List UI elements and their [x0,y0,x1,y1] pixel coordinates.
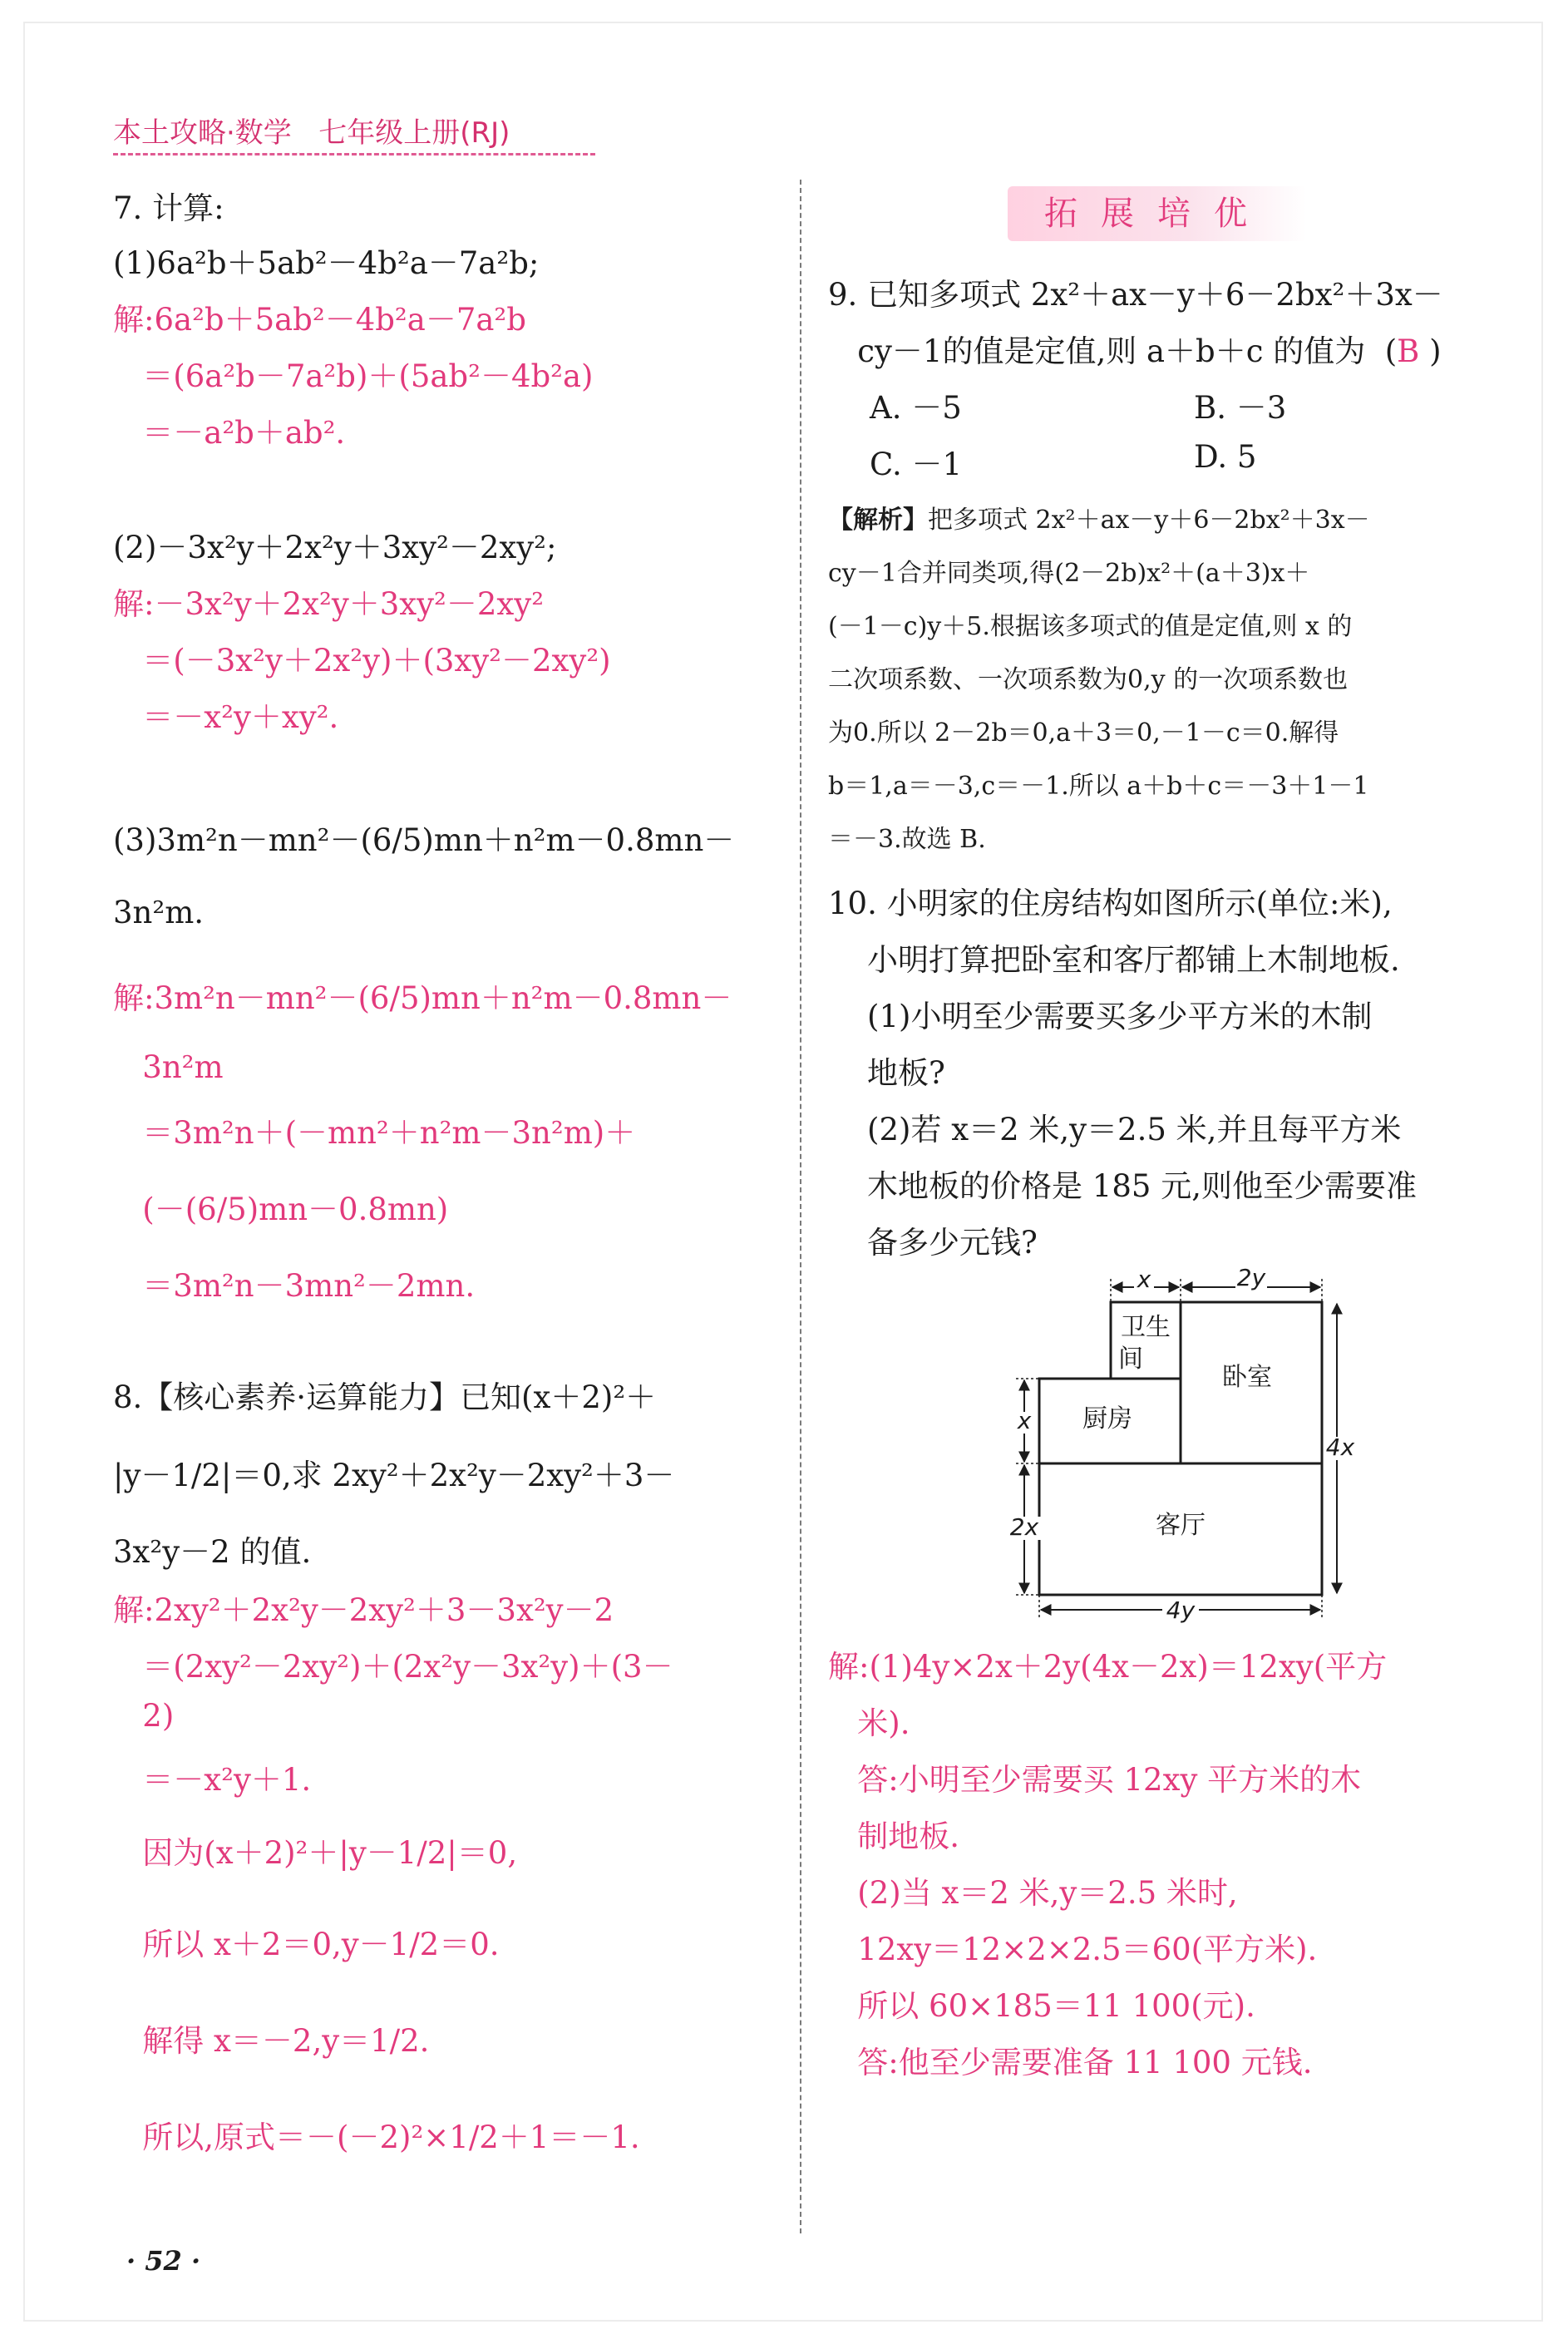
q10-question-2: 小明打算把卧室和客厅都铺上木制地板. [828,942,1400,978]
q7-part3-solution-2: 3n²m [113,1049,224,1085]
q10-question-1: 10. 小明家的住房结构如图所示(单位:米), [828,886,1393,921]
floor-plan-diagram [998,1261,1363,1626]
q10-solution-3: 答:小明至少需要买 12xy 平方米的木 [828,1762,1362,1798]
q9-question-2-text: cy－1的值是定值,则 a＋b＋c 的值为 ( [828,333,1398,369]
q9-question-1: 9. 已知多项式 2x²＋ax－y＋6－2bx²＋3x－ [828,277,1443,313]
bathroom-label-2: 间 [1118,1345,1143,1374]
page-number: · 52 · [126,2245,201,2277]
q10-solution-8: 答:他至少需要准备 11 100 元钱. [828,2045,1313,2080]
q7-part2-solution-1: 解:－3x²y＋2x²y＋3xy²－2xy² [113,586,545,622]
q7-title: 7. 计算: [113,190,224,226]
q8-solution-3: 2) [113,1698,175,1734]
q10-question-6: 木地板的价格是 185 元,则他至少需要准 [828,1168,1417,1204]
q10-solution-6: 12xy＝12×2×2.5＝60(平方米). [828,1932,1318,1967]
header-title: 本土攻略·数学 七年级上册(RJ) [113,116,510,150]
kitchen-label: 厨房 [1082,1404,1132,1434]
dim-2y-top: 2y [1236,1264,1266,1291]
q7-part3-solution-3: ＝3m²n＋(－mn²＋n²m－3n²m)＋ [113,1115,636,1151]
q9-answer: B [1397,333,1420,369]
q7-part3-solution-5: ＝3m²n－3mn²－2mn. [113,1268,476,1304]
dim-x-top: x [1137,1266,1151,1293]
q10-question-3: (1)小明至少需要买多少平方米的木制 [828,999,1373,1034]
q8-solution-6: 所以 x＋2＝0,y－1/2＝0. [113,1927,500,1962]
q8-solution-7: 解得 x＝－2,y＝1/2. [113,2023,430,2059]
q10-solution-4: 制地板. [828,1818,960,1854]
q9-analysis-7: ＝－3.故选 B. [828,825,986,854]
q7-part2-solution-3: ＝－x²y＋xy². [113,699,339,735]
q9-analysis-1 [828,496,1370,545]
q9-analysis-5: 为0.所以 2－2b＝0,a＋3＝0,－1－c＝0.解得 [828,718,1339,748]
q10-solution-5: (2)当 x＝2 米,y＝2.5 米时, [828,1875,1238,1911]
q9-option-a: A. －5 [870,390,962,426]
header-underline [113,153,595,155]
q7-part3-question-1: (3)3m²n－mn²－(6/5)mn＋n²m－0.8mn－ [113,822,735,858]
dim-4x-right: 4x [1325,1434,1355,1461]
q8-solution-4: ＝－x²y＋1. [113,1762,312,1798]
q9-analysis-3: (－1－c)y＋5.根据该多项式的值是定值,则 x 的 [828,612,1353,641]
bedroom-label: 卧室 [1222,1363,1272,1392]
living-room-label: 客厅 [1156,1511,1206,1540]
q7-part3-question-2: 3n²m. [113,895,205,930]
q7-part1-solution-1: 解:6a²b＋5ab²－4b²a－7a²b [113,302,526,338]
q10-solution-2: 米). [828,1705,910,1741]
q9-analysis-text-1: 把多项式 2x²＋ax－y＋6－2bx²＋3x－ [928,506,1370,535]
q8-solution-8: 所以,原式＝－(－2)²×1/2＋1＝－1. [113,2119,640,2155]
q9-question-close: ) [1419,333,1442,369]
q10-question-7: 备多少元钱? [828,1225,1038,1261]
dim-2x-left: 2x [1009,1513,1039,1541]
column-divider [800,180,801,2233]
section-title-banner: 拓展培优 [1008,186,1307,241]
q9-option-b: B. －3 [1194,390,1287,426]
q8-question-3: 3x²y－2 的值. [113,1534,312,1570]
running-header [113,110,595,160]
q8-solution-1: 解:2xy²＋2x²y－2xy²＋3－3x²y－2 [113,1592,614,1628]
q7-part1-question: (1)6a²b＋5ab²－4b²a－7a²b; [113,245,540,281]
q9-question-2 [828,326,1442,371]
q10-question-4: 地板? [828,1055,945,1091]
q9-option-c: C. －1 [870,447,963,482]
q9-analysis-2: cy－1合并同类项,得(2－2b)x²＋(a＋3)x＋ [828,559,1310,588]
q7-part1-solution-2: ＝(6a²b－7a²b)＋(5ab²－4b²a) [113,358,594,394]
q8-solution-2: ＝(2xy²－2xy²)＋(2x²y－3x²y)＋(3－ [113,1649,673,1685]
q9-option-d: D. 5 [1194,439,1257,475]
q9-analysis-4: 二次项系数、一次项系数为0,y 的一次项系数也 [828,665,1349,694]
q9-analysis-tag: 【解析】 [828,506,928,535]
q10-solution-7: 所以 60×185＝11 100(元). [828,1988,1255,2024]
q7-part2-question: (2)－3x²y＋2x²y＋3xy²－2xy²; [113,530,557,565]
q8-solution-5: 因为(x＋2)²＋|y－1/2|＝0, [113,1835,518,1871]
dim-4y-bottom: 4y [1166,1596,1196,1624]
q9-analysis-6: b＝1,a＝－3,c＝－1.所以 a＋b＋c＝－3＋1－1 [828,772,1369,801]
q7-part3-solution-4: (－(6/5)mn－0.8mn) [113,1192,449,1227]
q10-solution-1: 解:(1)4y×2x＋2y(4x－2x)＝12xy(平方 [828,1649,1388,1685]
q8-question-2: |y－1/2|＝0,求 2xy²＋2x²y－2xy²＋3－ [113,1458,675,1493]
q8-question-1: 8.【核心素养·运算能力】已知(x＋2)²＋ [113,1379,657,1415]
dim-x-left: x [1017,1407,1032,1434]
q7-part2-solution-2: ＝(－3x²y＋2x²y)＋(3xy²－2xy²) [113,643,611,679]
bathroom-label-1: 卫生 [1121,1313,1171,1342]
q7-part1-solution-3: ＝－a²b＋ab². [113,415,346,451]
q7-part3-solution-1: 解:3m²n－mn²－(6/5)mn＋n²m－0.8mn－ [113,980,732,1016]
q10-question-5: (2)若 x＝2 米,y＝2.5 米,并且每平方米 [828,1112,1402,1147]
